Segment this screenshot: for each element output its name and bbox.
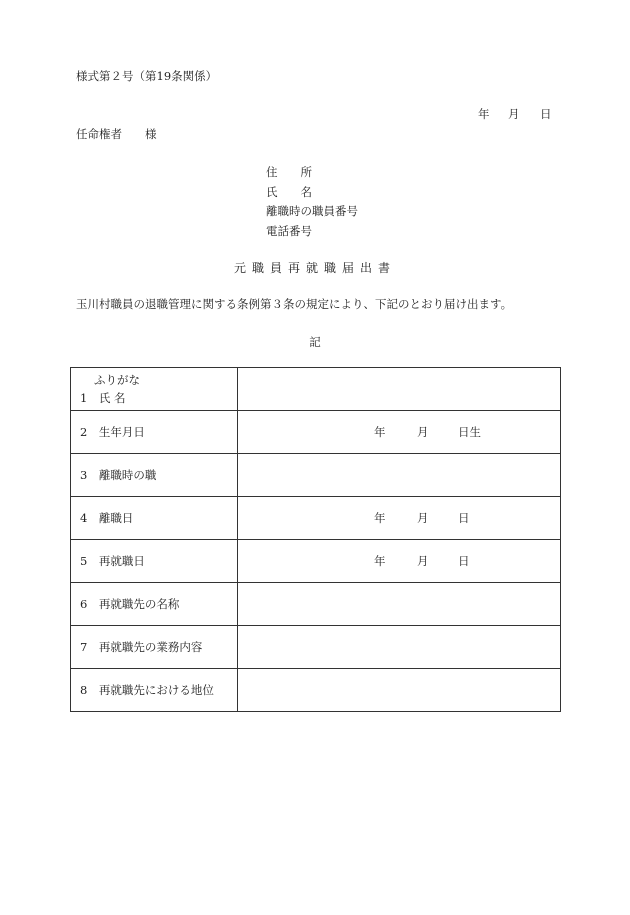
- year-label: 年: [374, 554, 386, 568]
- table-row-name: [71, 368, 561, 411]
- name-label: 氏 名: [266, 184, 312, 199]
- birthdate-value-cell[interactable]: [238, 411, 561, 454]
- staff-number-label: 離職時の職員番号: [266, 204, 358, 218]
- form-table: [70, 367, 561, 712]
- table-row-business: [71, 626, 561, 669]
- row-label: 5 再就職日: [71, 540, 238, 583]
- table-row-birthdate: [71, 411, 561, 454]
- table-row-post: [71, 669, 561, 712]
- employer-name-value-cell[interactable]: [238, 583, 561, 626]
- year-label: 年: [374, 511, 386, 525]
- month-label: 月: [417, 554, 429, 568]
- date-month-label: 月: [508, 107, 520, 121]
- row-label: 2 生年月日: [71, 411, 238, 454]
- label-cell: [71, 368, 238, 411]
- row-label: 3 離職時の職: [71, 454, 238, 497]
- submission-date: [478, 106, 552, 122]
- document-title: 元職員再就職届出書: [233, 261, 396, 275]
- row-label: 7 再就職先の業務内容: [71, 626, 238, 669]
- statement-text: 玉川村職員の退職管理に関する条例第３条の規定により、下記のとおり届け出ます。: [76, 297, 513, 311]
- addressee: 任命権者 様: [76, 127, 157, 141]
- ki-heading: 記: [309, 335, 321, 349]
- form-number: 様式第２号（第19条関係）: [76, 69, 218, 83]
- date-year-label: 年: [478, 107, 490, 121]
- position-value-cell[interactable]: [238, 454, 561, 497]
- row-label: 4 離職日: [71, 497, 238, 540]
- post-value-cell[interactable]: [238, 669, 561, 712]
- table-row-position: [71, 454, 561, 497]
- day-label: 日: [458, 511, 470, 525]
- retirement-date-value-cell[interactable]: [238, 497, 561, 540]
- birthdate-parts: [374, 424, 481, 440]
- year-label: 年: [374, 425, 386, 439]
- address-label: 住 所: [266, 165, 312, 179]
- business-value-cell[interactable]: [238, 626, 561, 669]
- applicant-info-block: [266, 163, 358, 241]
- retirement-date-parts: [374, 510, 470, 526]
- table-row-reemployment-date: [71, 540, 561, 583]
- month-label: 月: [417, 511, 429, 525]
- reemployment-date-value-cell[interactable]: [238, 540, 561, 583]
- date-day-label: 日: [540, 107, 552, 121]
- row-label: 6 再就職先の名称: [71, 583, 238, 626]
- day-label: 日生: [458, 425, 481, 439]
- reemployment-date-parts: [374, 553, 470, 569]
- furigana-label: ふりがな: [94, 373, 140, 387]
- table-row-employer-name: [71, 583, 561, 626]
- row-label: 1 氏 名: [80, 391, 126, 405]
- table-row-retirement-date: [71, 497, 561, 540]
- phone-label: 電話番号: [266, 223, 312, 238]
- month-label: 月: [417, 425, 429, 439]
- row-label: 8 再就職先における地位: [71, 669, 238, 712]
- name-value-cell[interactable]: [238, 368, 561, 411]
- day-label: 日: [458, 554, 470, 568]
